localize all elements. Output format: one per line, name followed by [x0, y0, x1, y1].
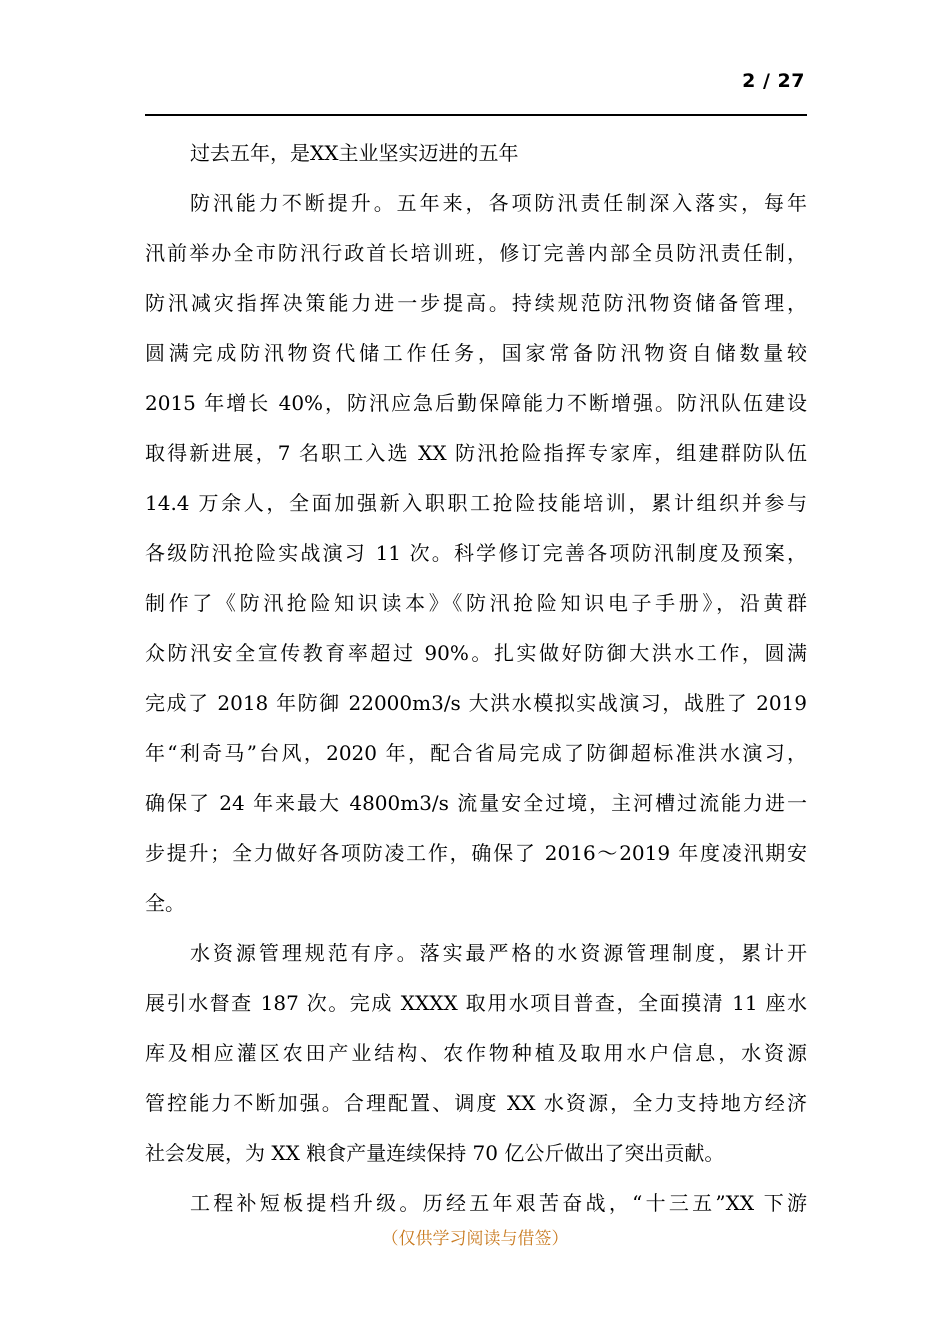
paragraph-line: 取得新进展，7 名职工入选 XX 防汛抢险指挥专家库，组建群防队伍	[145, 441, 807, 465]
header-divider	[145, 114, 807, 116]
paragraph-line: 社会发展，为 XX 粮食产量连续保持 70 亿公斤做出了突出贡献。	[145, 1141, 725, 1165]
paragraph-line: 众防汛安全宣传教育率超过 90%。扎实做好防御大洪水工作，圆满	[145, 641, 807, 665]
paragraph-line: 确保了 24 年来最大 4800m3/s 流量安全过境，主河槽过流能力进一	[145, 791, 807, 815]
paragraph-line: 库及相应灌区农田产业结构、农作物种植及取用水户信息，水资源	[145, 1041, 807, 1065]
paragraph-line: 年“利奇马”台风，2020 年，配合省局完成了防御超标准洪水演习，	[145, 741, 807, 765]
paragraph-line: 防汛减灾指挥决策能力进一步提高。持续规范防汛物资储备管理，	[145, 291, 807, 315]
paragraph-line: 14.4 万余人，全面加强新入职职工抢险技能培训，累计组织并参与	[145, 491, 807, 515]
paragraph-line: 各级防汛抢险实战演习 11 次。科学修订完善各项防汛制度及预案，	[145, 541, 807, 565]
footer-note: （仅供学习阅读与借签）	[381, 1229, 569, 1249]
paragraph-line: 圆满完成防汛物资代储工作任务，国家常备防汛物资自储数量较	[145, 341, 807, 365]
page-number: 2 / 27	[742, 70, 805, 92]
paragraph-line: 汛前举办全市防汛行政首长培训班，修订完善内部全员防汛责任制，	[145, 241, 807, 265]
paragraph-line: 全。	[145, 891, 185, 915]
paragraph-line: 工程补短板提档升级。历经五年艰苦奋战，“十三五”XX 下游	[190, 1191, 807, 1215]
paragraph-line: 步提升；全力做好各项防凌工作，确保了 2016～2019 年度凌汛期安	[145, 841, 807, 865]
paragraph-line: 完成了 2018 年防御 22000m3/s 大洪水模拟实战演习，战胜了 2019	[145, 691, 807, 715]
paragraph-line: 制作了《防汛抢险知识读本》《防汛抢险知识电子手册》，沿黄群	[145, 591, 807, 615]
paragraph-line: 2015 年增长 40%，防汛应急后勤保障能力不断增强。防汛队伍建设	[145, 391, 807, 415]
paragraph-heading: 过去五年，是XX主业坚实迈进的五年	[190, 141, 519, 165]
paragraph-line: 展引水督查 187 次。完成 XXXX 取用水项目普查，全面摸清 11 座水	[145, 991, 807, 1015]
paragraph-line: 管控能力不断加强。合理配置、调度 XX 水资源，全力支持地方经济	[145, 1091, 807, 1115]
paragraph-line: 水资源管理规范有序。落实最严格的水资源管理制度，累计开	[190, 941, 807, 965]
paragraph-line: 防汛能力不断提升。五年来，各项防汛责任制深入落实，每年	[190, 191, 807, 215]
document-body	[145, 128, 807, 1228]
